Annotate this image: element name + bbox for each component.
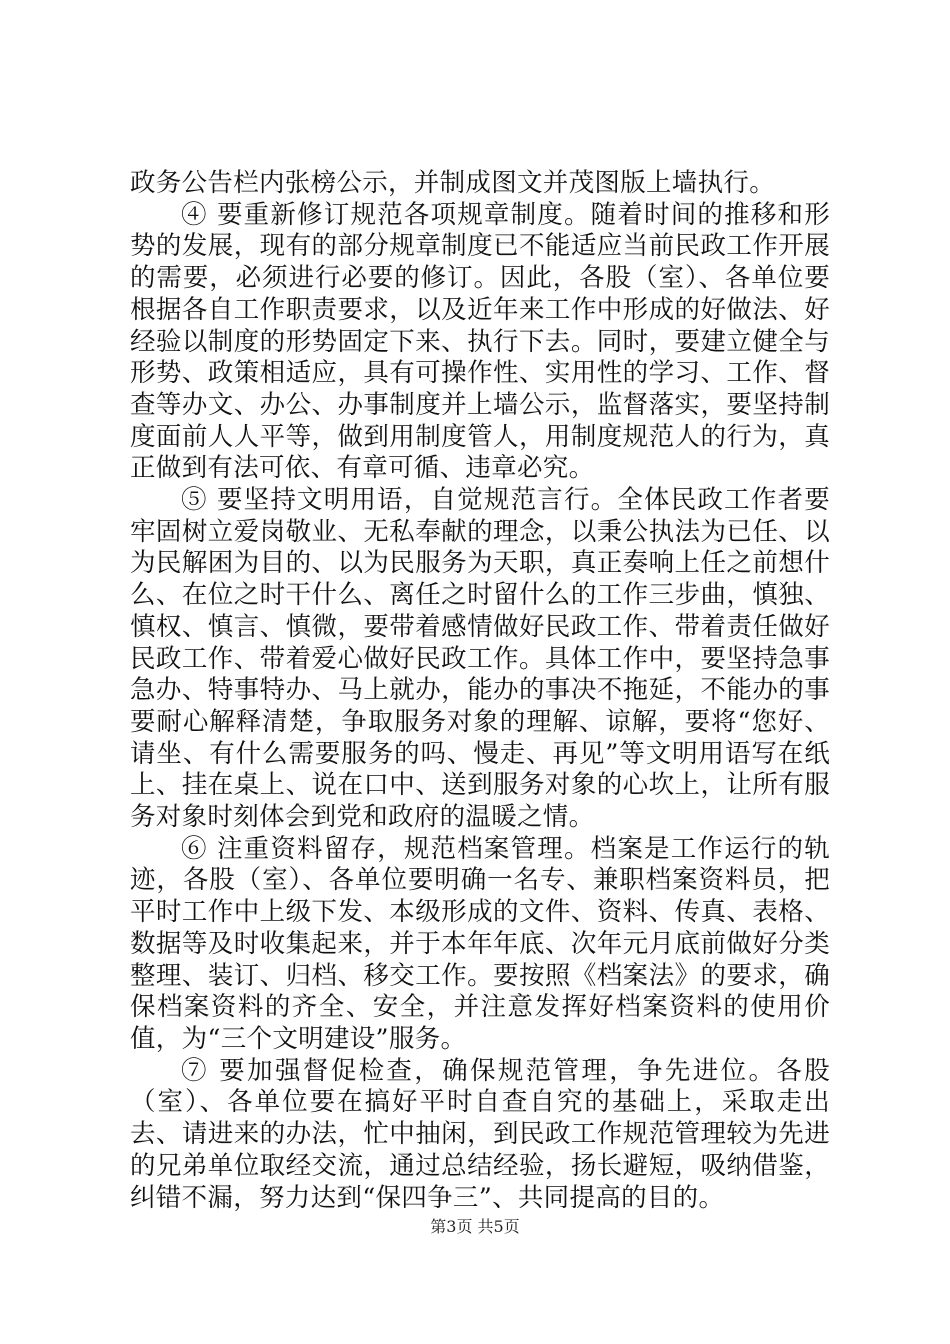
paragraph-1: 政务公告栏内张榜公示，并制成图文并茂图版上墙执行。 [130, 168, 776, 198]
paragraph-3: ⑤ 要坚持文明用语，自觉规范言行。全体民政工作者要牢固树立爱岗敬业、无私奉献的理念，以秉公执法为已任、以为民解困为目的、以为民服务为天职，真正奏响上任之前想什么、在位之时干什么、离任之时留什么的工作三步曲，慎独、慎权、慎言、慎微，要带着感情做好民政工作、带着责任做好民政工作、带着爱心做好民政工作。具体工作中，要坚持急事急办、特事特办、马上就办，能办的事决不拖延，不能办的事要耐心解释清楚，争取服务对象的理解、谅解，要将“您好、请坐、有什么需要服务的吗、慢走、再见”等文明用语写在纸上、挂在桌上、说在口中、送到服务对象的心坎上，让所有服务对象时刻体会到党和政府的温暖之情。 [130, 485, 830, 833]
page-footer [0, 1214, 950, 1237]
paragraph-4: ⑥ 注重资料留存，规范档案管理。档案是工作运行的轨迹，各股（室）、各单位要明确一名专、兼职档案资料员，把平时工作中上级下发、本级形成的文件、资料、传真、表格、数据等及时收集起来，并于本年年底、次年元月底前做好分类整理、装订、归档、移交工作。要按照《档案法》的要求，确保档案资料的齐全、安全，并注意发挥好档案资料的使用价值，为“三个文明建设”服务。 [130, 833, 830, 1054]
document-body [130, 168, 830, 1214]
page-number-label: 第3页 共5页 [430, 1217, 520, 1236]
paragraph-5: ⑦ 要加强督促检查，确保规范管理，争先进位。各股（室）、各单位要在搞好平时自查自究的基础上，采取走出去、请进来的办法，忙中抽闲，到民政工作规范管理较为先进的兄弟单位取经交流，通过总结经验，扬长避短，吸纳借鉴，纠错不漏，努力达到“保四争三”、共同提高的目的。 [130, 1055, 830, 1213]
paragraph-2: ④ 要重新修订规范各项规章制度。随着时间的推移和形势的发展，现有的部分规章制度已不能适应当前民政工作开展的需要，必须进行必要的修订。因此，各股（室）、各单位要根据各自工作职责要求，以及近年来工作中形成的好做法、好经验以制度的形势固定下来、执行下去。同时，要建立健全与形势、政策相适应，具有可操作性、实用性的学习、工作、督查等办文、办公、办事制度并上墙公示，监督落实，要坚持制度面前人人平等，做到用制度管人，用制度规范人的行为，真正做到有法可依、有章可循、违章必究。 [130, 199, 830, 484]
